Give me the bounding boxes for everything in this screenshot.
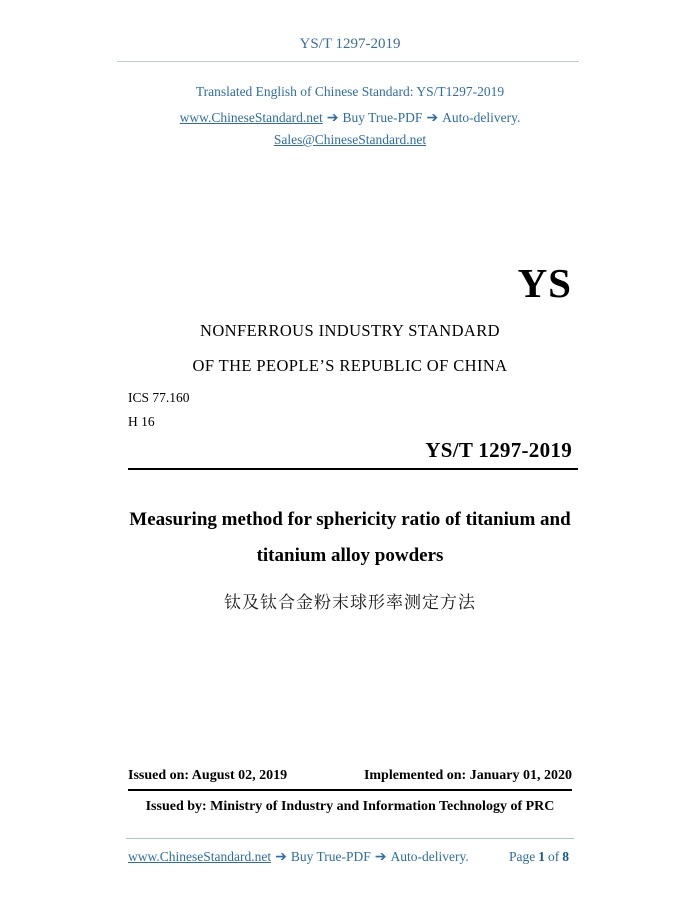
page-indicator	[509, 849, 572, 865]
page-of-label: of	[548, 849, 560, 864]
email-line	[0, 132, 700, 148]
dates-row	[128, 768, 572, 784]
buy-true-pdf-text: Buy True-PDF	[342, 110, 423, 125]
org-name-line1: NONFERROUS INDUSTRY STANDARD	[200, 321, 500, 340]
translated-line: Translated English of Chinese Standard: YS/T1297-2019	[195, 84, 505, 99]
footer-divider	[126, 838, 574, 839]
dates-divider	[128, 789, 572, 791]
footer-buy-true-pdf-text: Buy True-PDF	[290, 849, 371, 864]
org-name-line2: OF THE PEOPLE’S REPUBLIC OF CHINA	[192, 356, 508, 375]
ys-logo: YS	[517, 260, 572, 306]
header-buy-line	[0, 110, 700, 127]
document-title-line1: Measuring method for sphericity ratio of titanium and	[129, 509, 571, 530]
arrow-right-icon: ➔	[374, 850, 387, 865]
page-current: 1	[538, 849, 545, 864]
website-link[interactable]: www.ChineseStandard.net	[179, 110, 323, 125]
issued-on-date: Issued on: August 02, 2019	[128, 768, 288, 783]
standard-code-divider	[128, 468, 578, 470]
email-link[interactable]: Sales@ChineseStandard.net	[273, 132, 427, 147]
footer-auto-delivery-text: Auto-delivery.	[390, 849, 469, 864]
classification-code: H 16	[128, 414, 155, 429]
page-label: Page	[509, 849, 536, 864]
footer-buy-line	[128, 849, 469, 866]
arrow-right-icon: ➔	[426, 111, 439, 126]
arrow-right-icon: ➔	[275, 850, 287, 865]
issued-by-line: Issued by: Ministry of Industry and Information Technology of PRC	[145, 799, 555, 814]
ics-code: ICS 77.160	[128, 390, 190, 405]
page-total: 8	[562, 849, 569, 864]
page-header-code: YS/T 1297-2019	[299, 36, 401, 52]
implemented-on-date: Implemented on: January 01, 2020	[363, 768, 572, 783]
header-divider	[117, 61, 579, 62]
document-title-line2: titanium alloy powders	[256, 545, 444, 566]
document-title-chinese: 钛及钛合金粉末球形率测定方法	[224, 593, 476, 612]
standard-code: YS/T 1297-2019	[425, 438, 572, 462]
auto-delivery-text: Auto-delivery.	[442, 110, 521, 125]
page-footer	[128, 849, 572, 866]
arrow-right-icon: ➔	[326, 111, 339, 126]
footer-website-link[interactable]: www.ChineseStandard.net	[128, 849, 272, 864]
